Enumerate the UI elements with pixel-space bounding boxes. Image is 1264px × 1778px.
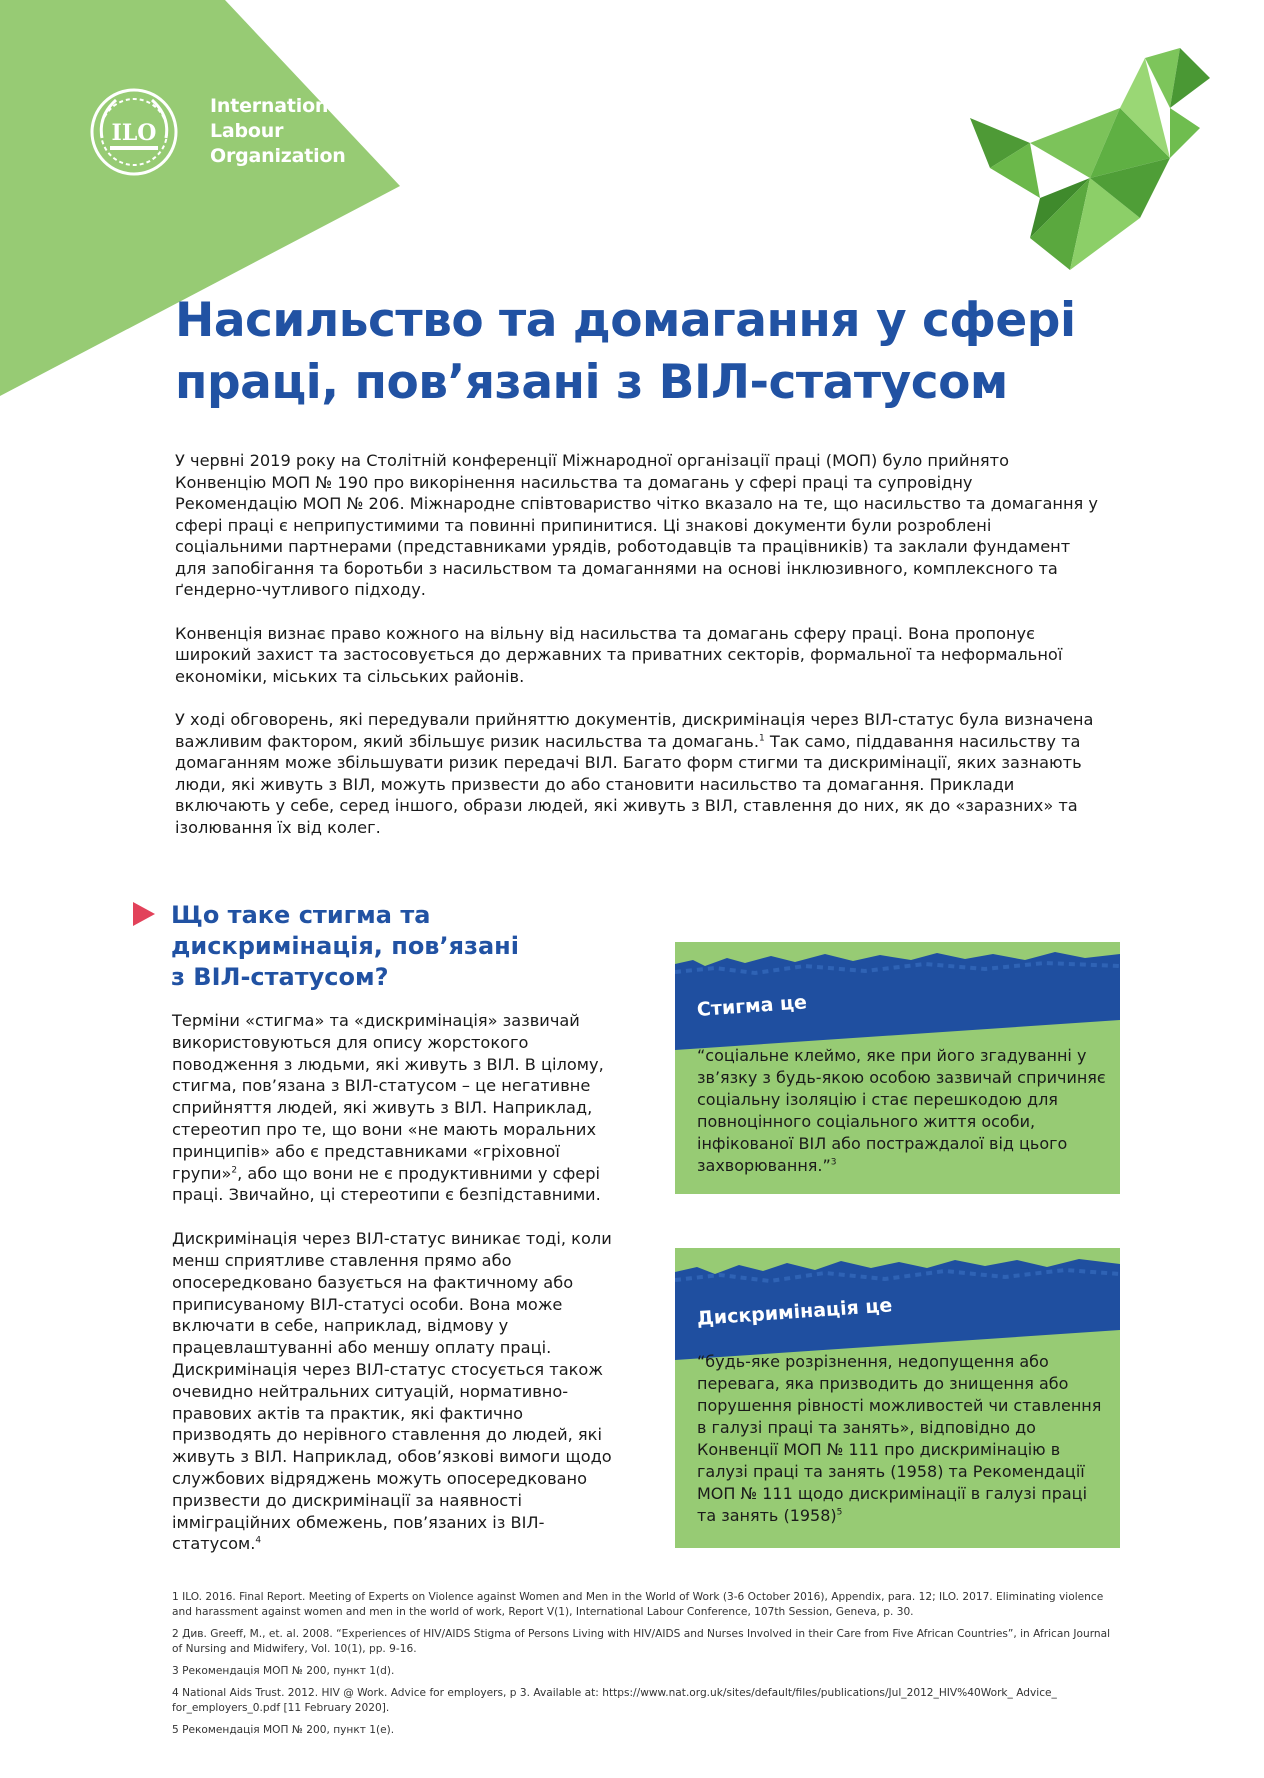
svg-text:ILO: ILO: [111, 120, 157, 146]
org-name-line-2: Labour: [210, 120, 284, 142]
footnote-4: 4 National Aids Trust. 2012. HIV @ Work. Advice for employers, p 3. Available at: https://www.nat.org.uk/sites/default/files/publications/Jul_2012_HIV%40Work_ Advice_ for_employers_0.pdf [11 February 2020].: [172, 1687, 1057, 1714]
stigma-definition-text: [697, 1045, 1107, 1177]
org-name-line-1: International: [210, 95, 348, 117]
section-p2-text: Дискримінація через ВІЛ-статус виникає тоді, коли менш сприятливе ставлення прямо або опосередковано базується на фактичному або приписуваному ВІЛ-статусі особи. Вона може включати в себе, наприклад, відмову у працевлаштуванні або меншу оплату праці. Дискримінація через ВІЛ-статус стосується також очевидно нейтральних ситуацій, нормативно-правових актів та практик, які фактично призводять до нерівного ставлення до людей, які живуть з ВІЛ. Наприклад, обов’язкові вимоги щодо службових відряджень можуть опосередковано призвести до дискримінації за наявності імміграційних обмежень, пов’язаних із ВІЛ-статусом.: [172, 1229, 612, 1554]
intro-p3-part-b: Так само, піддавання насильству та домаганням може збільшувати ризик передачі ВІЛ. Багато форм стигми та дискримінації, яких зазнають люди, які живуть з ВІЛ, можуть призвести до або становити насильство та домагання. Приклади включають у себе, серед іншого, образи людей, які живуть з ВІЛ, ставлення до них, як до «заразних» та ізолювання їх від колег.: [175, 731, 1082, 837]
discrimination-definition-text: [697, 1351, 1107, 1527]
footnote-5: 5 Рекомендація МОП № 200, пункт 1(e).: [172, 1724, 395, 1736]
stigma-box-label: Стигма це: [696, 991, 808, 1021]
section-paragraph-1: [172, 1010, 622, 1206]
discrimination-box-label: Дискримінація це: [696, 1294, 893, 1330]
intro-p3-part-a: У ході обговорень, які передували прийняттю документів, дискримінація через ВІЛ-статус була визначена важливим фактором, який збільшує ризик насильства та домагань.: [175, 710, 1094, 751]
stigma-quote: “соціальне клеймо, яке при його згадуванні у зв’язку з будь-якою особою зазвичай спричиняє соціальну ізоляцію і стає перешкодою для повноцінного соціального життя особи, інфікованої ВІЛ або постраждалої від цього захворювання.”: [697, 1046, 1106, 1175]
footnote-1: 1 ILO. 2016. Final Report. Meeting of Experts on Violence against Women and Men in the World of Work (3-6 October 2016), Appendix, para. 12; ILO. 2017. Eliminating violence and harassment against women and men in the world of work, Report V(1), International Labour Conference, 107th Session, Geneva, p. 30.: [172, 1591, 1104, 1618]
section-heading: [171, 900, 611, 993]
organization-name: [210, 94, 347, 169]
section-paragraph-2: [172, 1228, 622, 1555]
intro-paragraph-3: [175, 709, 1100, 838]
section-p1-part-b: , або що вони не є продуктивними у сфері праці. Звичайно, ці стереотипи є безпідставними.: [172, 1163, 601, 1205]
discrimination-quote: “будь-яке розрізнення, недопущення або перевага, яка призводить до знищення або порушення рівності можливостей чи ставлення в галузі праці та занять», відповідно до Конвенції МОП № 111 про дискримінацію в галузі праці та занять (1958) та Рекомендації МОП № 111 щодо дискримінації в галузі праці та занять (1958): [697, 1352, 1102, 1525]
footnotes: [172, 1590, 1122, 1745]
intro-text: [175, 450, 1100, 860]
section-marker-icon: [133, 902, 155, 926]
section-body: [172, 1010, 622, 1577]
footnote-ref-4[interactable]: 4: [255, 1535, 262, 1546]
footnote-ref-1[interactable]: 1: [758, 733, 765, 744]
section-p1-part-a: Терміни «стигма» та «дискримінація» зазвичай використовуються для опису жорстокого поводження з людьми, які живуть з ВІЛ. В цілому, стигма, пов’язана з ВІЛ-статусом – це негативне сприйняття людей, які живуть з ВІЛ. Наприклад, стереотип про те, що вони «не мають моральних принципів» або є представниками «гріховної групи»: [172, 1011, 604, 1183]
section-heading-line-1: Що таке стигма та: [171, 901, 431, 929]
page-title: [175, 290, 1155, 414]
footnote-ref-3[interactable]: 3: [830, 1157, 837, 1168]
footnote-3: 3 Рекомендація МОП № 200, пункт 1(d).: [172, 1665, 395, 1677]
footnote-ref-5[interactable]: 5: [836, 1507, 843, 1518]
section-heading-line-2: дискримінація, пов’язані: [171, 932, 519, 960]
intro-paragraph-1: У червні 2019 року на Столітній конференції Міжнародної організації праці (МОП) було прийнято Конвенцію МОП № 190 про викорінення насильства та домагань у сфері праці та супровідну Рекомендацію МОП № 206. Міжнародне співтовариство чітко вказало на те, що насильство та домагання у сфері праці є неприпустимими та повинні припинитися. Ці знакові документи були розроблені соціальними партнерами (представниками урядів, роботодавців та працівників) та заклали фундамент для запобігання та боротьби з насильством та домаганнями на основі інклюзивного, комплексного та ґендерно-чутливого підходу.: [175, 451, 1098, 599]
footnote-2: 2 Див. Greeff, M., et. al. 2008. “Experiences of HIV/AIDS Stigma of Persons Living with HIV/AIDS and Nurses Involved in their Care from Five African Countries”, in African Journal of Nursing and Midwifery, Vol. 10(1), pp. 9-16.: [172, 1628, 1111, 1655]
stigma-definition-box: [675, 942, 1120, 1194]
section-heading-line-3: з ВІЛ-статусом?: [171, 963, 389, 991]
title-line-1: Насильство та домагання у сфері: [175, 293, 1076, 348]
discrimination-definition-box: [675, 1248, 1120, 1548]
ilo-emblem-icon: [88, 86, 180, 178]
org-name-line-3: Organization: [210, 145, 346, 167]
title-line-2: праці, пов’язані з ВІЛ-статусом: [175, 355, 1008, 410]
intro-paragraph-2: Конвенція визнає право кожного на вільну від насильства та домагань сферу праці. Вона пропонує широкий захист та застосовується до державних та приватних секторів, формальної та неформальної економіки, міських та сільських районів.: [175, 623, 1063, 686]
footnote-ref-2[interactable]: 2: [231, 1165, 238, 1176]
origami-dove-icon: [970, 48, 1210, 270]
